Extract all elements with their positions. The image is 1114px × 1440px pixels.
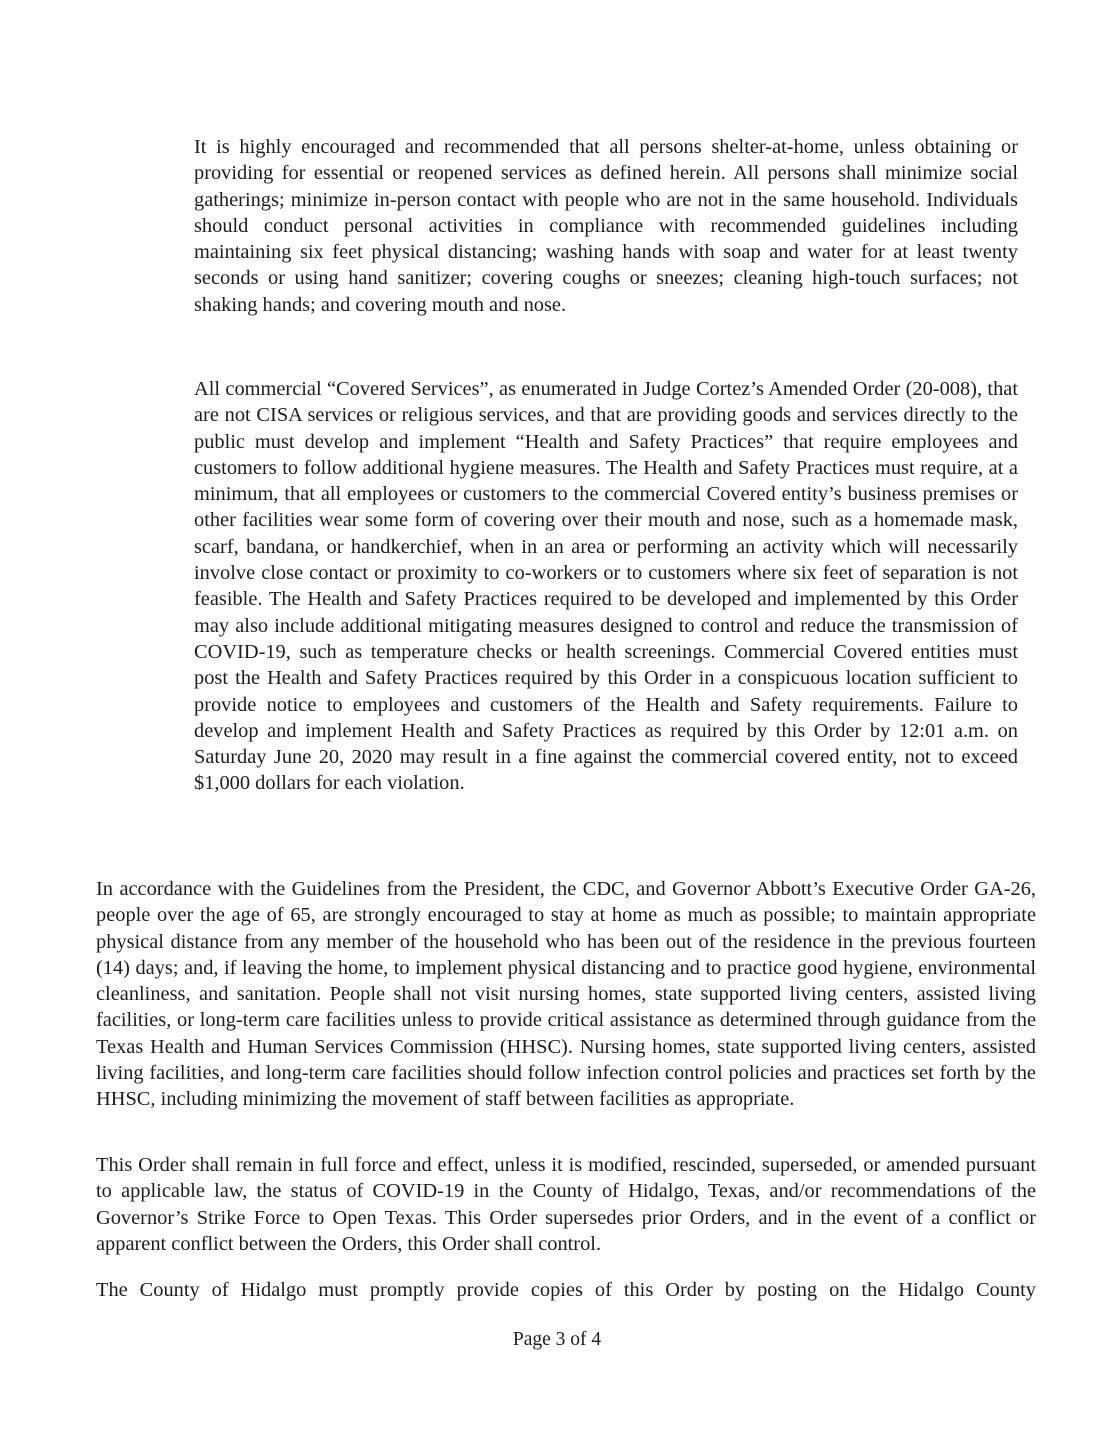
paragraph-over-65-guidelines: In accordance with the Guidelines from the President, the CDC, and Governor Abbott’s Executive Order GA-26, people over the age of 65, are strongly encouraged to stay at home as much as possible; to maintain appropriate physical distance from any member of the household who has been out of the residence in the previous fourteen (14) days; and, if leaving the home, to implement physical distancing and to practice good hygiene, environmental cleanliness, and sanitation. People shall not visit nursing homes, state supported living centers, assisted living facilities, or long-term care facilities unless to provide critical assistance as determined through guidance from the Texas Health and Human Services Commission (HHSC). Nursing homes, state supported living centers, assisted living facilities, and long-term care facilities should follow infection control policies and practices set forth by the HHSC, including minimizing the movement of staff between facilities as appropriate. <box>96 878 1036 1111</box>
paragraph-shelter-at-home: It is highly encouraged and recommended that all persons shelter-at-home, unless obtaining or providing for essential or reopened services as defined herein. All persons shall minimize social gatherings; minimize in-person contact with people who are not in the same household. Individuals should conduct personal activities in compliance with recommended guidelines including maintaining six feet physical distancing; washing hands with soap and water for at least twenty seconds or using hand sanitizer; covering coughs or sneezes; cleaning high-touch surfaces; not shaking hands; and covering mouth and nose. <box>194 136 1018 316</box>
paragraph-order-duration: This Order shall remain in full force and effect, unless it is modified, rescinded, superseded, or amended pursuant to applicable law, the status of COVID-19 in the County of Hidalgo, Texas, and/or recommendations of the Governor’s Strike Force to Open Texas. This Order supersedes prior Orders, and in the event of a conflict or apparent conflict between the Orders, this Order shall control. <box>96 1154 1036 1255</box>
paragraph-health-and-safety-practices: All commercial “Covered Services”, as enumerated in Judge Cortez’s Amended Order (20-008), that are not CISA services or religious services, and that are providing goods and services directly to the public must develop and implement “Health and Safety Practices” that require employees and customers to follow additional hygiene measures. The Health and Safety Practices must require, at a minimum, that all employees or customers to the commercial Covered entity’s business premises or other facilities wear some form of covering over their mouth and nose, such as a homemade mask, scarf, bandana, or handkerchief, when in an area or performing an activity which will necessarily involve close contact or proximity to co-workers or to customers where six feet of separation is not feasible. The Health and Safety Practices required to be developed and implemented by this Order may also include additional mitigating measures designed to control and reduce the transmission of COVID-19, such as temperature checks or health screenings. Commercial Covered entities must post the Health and Safety Practices required by this Order in a conspicuous location sufficient to provide notice to employees and customers of the Health and Safety requirements. Failure to develop and implement Health and Safety Practices as required by this Order by 12:01 a.m. on Saturday June 20, 2020 may result in a fine against the commercial covered entity, not to exceed $1,000 dollars for each violation. <box>194 378 1018 795</box>
page-number: Page 3 of 4 <box>512 1329 602 1350</box>
paragraph-posting-copies: The County of Hidalgo must promptly provide copies of this Order by posting on the Hidalgo County <box>96 1279 1036 1301</box>
